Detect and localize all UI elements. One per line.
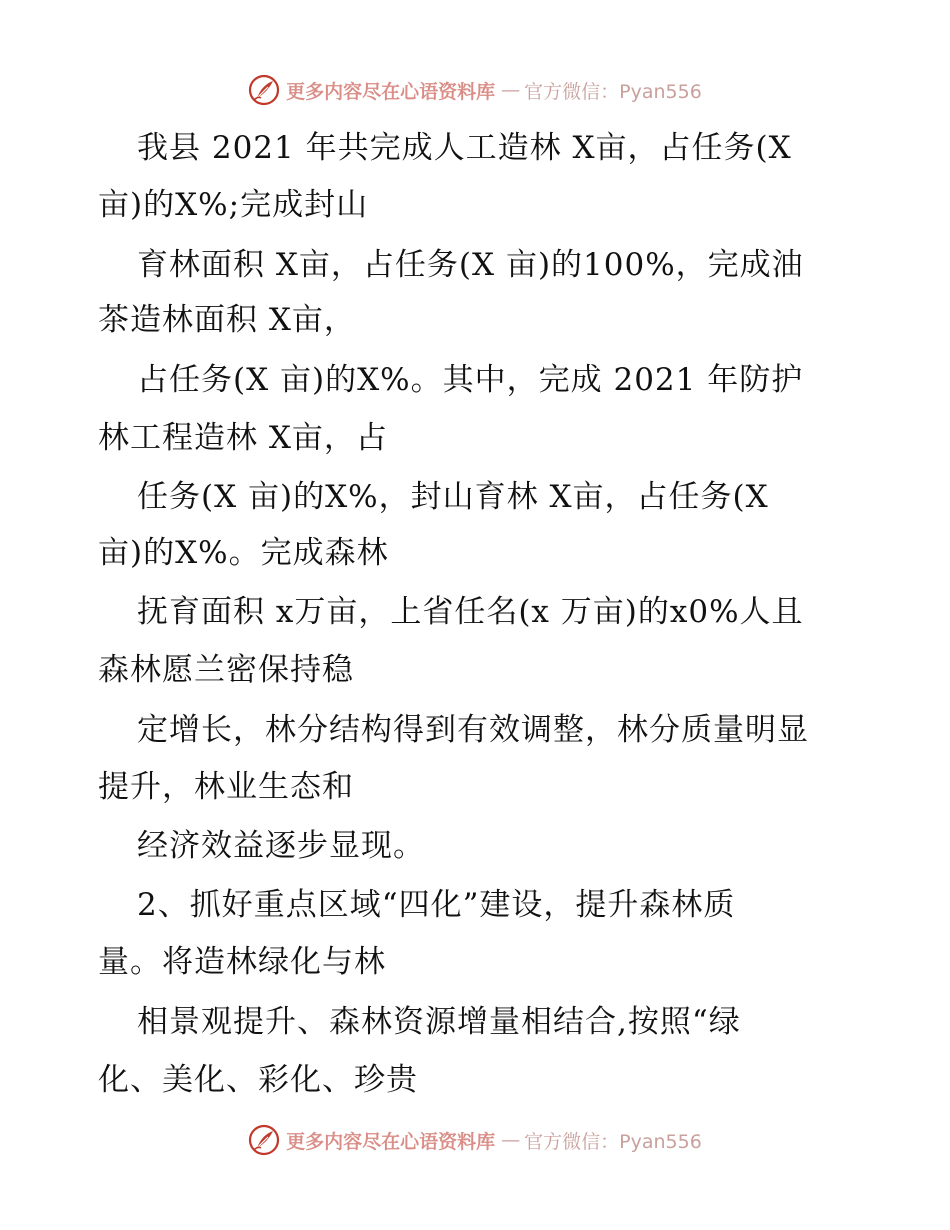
watermark-wechat: 官方微信：Pyan556 xyxy=(524,1130,702,1153)
text-line: 育林面积 X亩，占任务(X 亩)的100%，完成油 xyxy=(137,247,804,283)
text-line: 亩)的X%;完成封山 xyxy=(98,187,369,223)
text-line: 我县 2021 年共完成人工造林 X亩，占任务(X xyxy=(137,130,792,166)
text-line: 任务(X 亩)的X%，封山育林 X亩，占任务(X xyxy=(137,479,769,515)
text-line: 化、美化、彩化、珍贵 xyxy=(98,1062,418,1098)
watermark-dash: — xyxy=(501,79,519,101)
text-line: 森林愿兰密保持稳 xyxy=(98,652,354,688)
feather-logo-icon xyxy=(248,74,280,106)
text-line: 相景观提升、森林资源增量相结合,按照“绿 xyxy=(137,1004,741,1040)
text-line: 亩)的X%。完成森林 xyxy=(98,535,389,571)
text-line: 占任务(X 亩)的X%。其中，完成 2021 年防护 xyxy=(137,362,804,398)
text-line: 抚育面积 x万亩，上省任名(x 万亩)的x0%人且 xyxy=(137,594,804,630)
text-line: 经济效益逐步显现。 xyxy=(137,828,425,864)
watermark-dash: — xyxy=(501,1129,519,1151)
watermark-wechat: 官方微信：Pyan556 xyxy=(524,80,702,103)
text-line: 茶造林面积 X亩， xyxy=(98,302,356,338)
watermark-title: 更多内容尽在心语资料库 xyxy=(286,80,496,103)
text-line: 林工程造林 X亩，占 xyxy=(98,420,388,456)
text-line: 定增长，林分结构得到有效调整，林分质量明显 xyxy=(137,712,809,748)
watermark-title: 更多内容尽在心语资料库 xyxy=(286,1130,496,1153)
feather-logo-icon xyxy=(248,1124,280,1156)
text-line: 量。将造林绿化与林 xyxy=(98,944,386,980)
footer-watermark xyxy=(0,1120,950,1160)
text-line: 提升，林业生态和 xyxy=(98,769,354,805)
header-watermark xyxy=(0,70,950,110)
text-line: 2、抓好重点区域“四化”建设，提升森林质 xyxy=(137,887,736,923)
